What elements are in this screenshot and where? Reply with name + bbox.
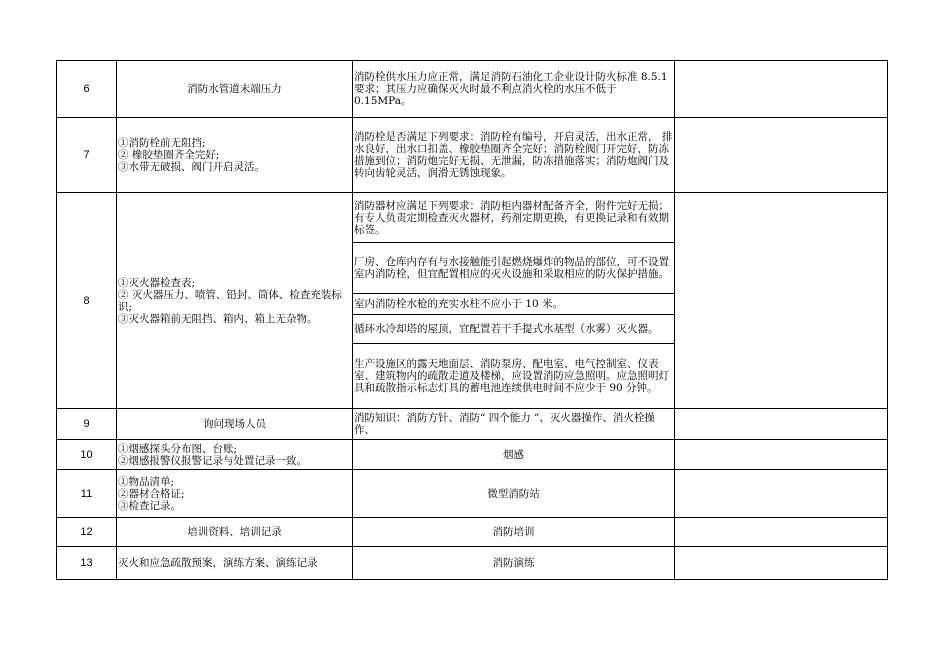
- row-number: 12: [57, 518, 117, 547]
- inspection-table: [56, 60, 888, 580]
- check-item-line: ②器材合格证;: [118, 487, 185, 500]
- requirement-text: 消防器材应满足下列要求：消防柜内器材配备齐全，附件完好无损；有专人负责定期检查灭火器材，药剂定期更换，有更换记录和有效期标签。: [354, 199, 669, 236]
- requirement-text: 烟感: [503, 448, 524, 461]
- requirement-cell: [353, 547, 675, 580]
- requirement-text: 微型消防站: [487, 487, 540, 500]
- result-cell: [675, 518, 888, 547]
- requirement-block: [353, 314, 674, 343]
- table-row: [57, 118, 888, 193]
- row-number: 8: [57, 193, 117, 409]
- requirement-cell: [353, 518, 675, 547]
- check-item-line: ③灭火器箱前无阻挡、箱内、箱上无杂物。: [118, 312, 318, 325]
- requirement-text: 循环水冷却塔的屋顶，宜配置若干手提式水基型（水雾）灭火器。: [354, 323, 659, 335]
- check-item-line: ①烟感探头分布图、台账;: [118, 442, 238, 455]
- check-item-line: ①消防栓前无阻挡;: [118, 137, 206, 149]
- check-item-cell: [117, 193, 353, 409]
- requirement-text: 生产设施区的露天地面层、消防泵房、配电室、电气控制室、仪表室、建筑物内的疏散走道及楼梯，应设置消防应急照明。应急照明灯具和疏散指示标志灯具的蓄电池连续供电时间不应少于 90 分钟。: [354, 358, 669, 394]
- requirement-text: 室内消防栓水枪的充实水柱不应小于 10 米。: [354, 298, 564, 310]
- check-item-cell: [117, 440, 353, 470]
- check-item-cell: [117, 61, 353, 118]
- requirement-cell: [353, 118, 675, 193]
- table-row: [57, 440, 888, 470]
- requirement-block: [353, 193, 674, 242]
- row-number: 9: [57, 409, 117, 440]
- table-row: [57, 409, 888, 440]
- table-body: [57, 61, 888, 580]
- row-number: 7: [57, 118, 117, 193]
- check-item-line: ② 灭火器压力、喷管、铅封、筒体、检查充装标识;: [118, 288, 342, 313]
- requirement-block: [353, 343, 674, 408]
- row-number: 6: [57, 61, 117, 118]
- check-item-line: 消防水管道末端压力: [187, 83, 282, 95]
- result-cell: [675, 61, 888, 118]
- requirement-block: [354, 488, 673, 500]
- requirement-cell: [353, 409, 675, 440]
- table-row: [57, 193, 888, 409]
- check-item-line: ①物品清单;: [118, 475, 175, 488]
- requirement-block: [354, 557, 673, 569]
- result-cell: [675, 470, 888, 518]
- row-number: 10: [57, 440, 117, 470]
- check-item-cell: [117, 470, 353, 518]
- check-item-line: 询问现场人员: [203, 418, 266, 430]
- check-item-cell: [117, 409, 353, 440]
- result-cell: [675, 118, 888, 193]
- check-item-cell: [117, 547, 353, 580]
- requirement-cell: [353, 470, 675, 518]
- check-item-cell: [117, 518, 353, 547]
- requirement-text: 消防演练: [492, 557, 535, 569]
- requirement-cell: [353, 61, 675, 118]
- check-item-line: ②烟感报警仪报警记录与处置记录一致。: [118, 454, 307, 467]
- check-item-line: ② 橡胶垫圈齐全完好;: [118, 149, 220, 161]
- table-row: [57, 470, 888, 518]
- requirement-block: [353, 293, 674, 314]
- requirement-cell: [353, 193, 675, 409]
- requirement-text: 消防栓供水压力应正常，满足消防石油化工企业设计防火标准 8.5.1要求；其压力应确保灭火时最不利点消火栓的水压不低于 0.15MPa。: [354, 71, 668, 107]
- table-row: [57, 518, 888, 547]
- requirement-block: [354, 71, 673, 107]
- check-item-line: 灭火和应急疏散预案，演练方案、演练记录: [118, 557, 318, 569]
- requirement-block: [354, 131, 673, 179]
- row-number: 11: [57, 470, 117, 518]
- table-row: [57, 547, 888, 580]
- result-cell: [675, 193, 888, 409]
- requirement-block: [354, 526, 673, 538]
- requirement-text: 消防栓是否满足下列要求：消防栓有编号，开启灵活，出水正常， 排 水良好，出水口扣盖、橡胶垫圈齐全完好；消防栓阀门开完好，防冻措施到位；消防炮完好无损、无泄漏，防冻措施落实；消防炮阀门及转向齿轮灵活，润滑无锈蚀现象。: [354, 131, 673, 179]
- requirement-text: 消防培训: [492, 526, 535, 538]
- check-item-line: ③水带无破损、阀门开启灵活。: [118, 161, 265, 173]
- result-cell: [675, 440, 888, 470]
- table-row: [57, 61, 888, 118]
- requirement-block: [354, 412, 673, 436]
- check-item-line: ①灭火器检查表;: [118, 276, 196, 289]
- requirement-cell: [353, 440, 675, 470]
- requirement-text: 消防知识：消防方针、消防“ 四个能力 ”、灭火器操作、消火栓操作、: [354, 412, 655, 436]
- result-cell: [675, 547, 888, 580]
- result-cell: [675, 409, 888, 440]
- requirement-block: [354, 449, 673, 461]
- requirement-text: 厂房、仓库内存有与水接触能引起燃烧爆炸的物品的部位，可不设置室内消防栓，但宜配置相应的灭火设施和采取相应的防火保护措施。: [354, 256, 669, 280]
- check-item-cell: [117, 118, 353, 193]
- check-item-line: 培训资料、培训记录: [187, 526, 282, 538]
- requirement-block: [353, 242, 674, 293]
- row-number: 13: [57, 547, 117, 580]
- check-item-line: ③检查记录。: [118, 499, 181, 512]
